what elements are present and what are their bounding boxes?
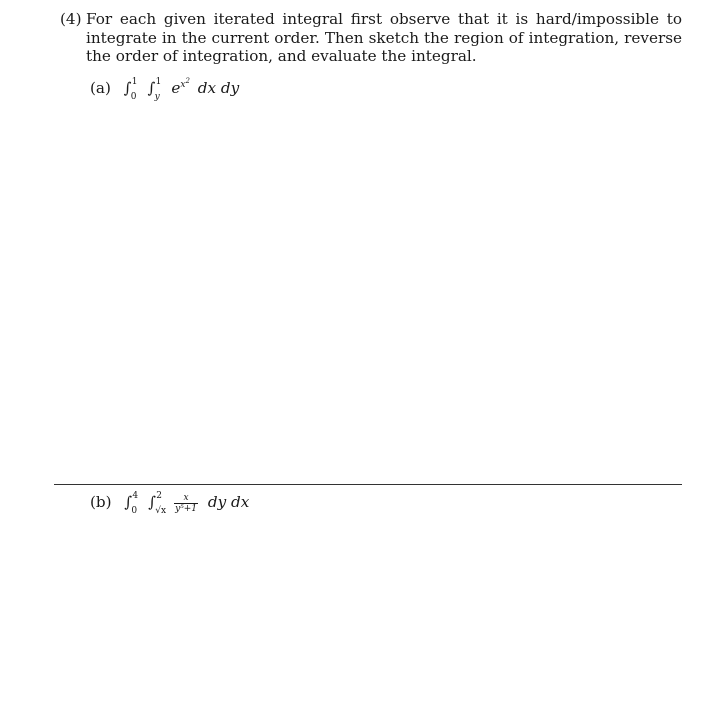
part-a-exponent-power: 2	[185, 77, 190, 85]
part-a-integrand-base: e	[171, 79, 181, 98]
part-b-inner-integral: ∫ 2 √x	[148, 492, 167, 513]
part-b-integrand-fraction	[174, 493, 198, 514]
part-a-outer-integral: ∫ 1 0	[124, 78, 143, 99]
part-a-integrand	[171, 79, 190, 97]
problem-4	[60, 10, 682, 66]
part-b-fraction-numerator: x	[183, 492, 189, 503]
problem-instructions: For each given iterated integral first observe that it is hard/impossible to integrate in the current order. Then sketch the region of integration, reverse the order of integration, and evaluate the integral.	[86, 10, 682, 66]
part-a-inner-lower-limit: y	[154, 92, 160, 103]
part-b-outer-integral: ∫ 4 0	[124, 492, 143, 513]
part-b-fraction-denominator: y⁵+1	[175, 503, 198, 514]
part-a-inner-upper-limit: 1	[155, 77, 162, 88]
problem-number: (4)	[60, 10, 82, 28]
part-b-inner-upper-limit: 2	[156, 491, 162, 501]
part-a-differentials: dx dy	[197, 79, 240, 98]
part-a-outer-lower-limit: 0	[130, 92, 137, 103]
part-b-outer-lower-limit: 0	[131, 506, 138, 516]
part-b	[90, 492, 249, 514]
part-a-exponent-variable: x	[180, 80, 186, 90]
part-a-outer-upper-limit: 1	[131, 77, 138, 88]
part-a	[90, 71, 240, 103]
part-b-differentials: dy dx	[207, 493, 250, 511]
part-a-label: (a)	[90, 79, 111, 98]
part-a-inner-integral: ∫ 1 y	[148, 78, 167, 99]
part-b-label: (b)	[90, 493, 112, 511]
part-b-inner-lower-limit: √x	[155, 506, 167, 516]
section-divider	[54, 484, 682, 485]
part-b-outer-upper-limit: 4	[132, 491, 139, 501]
